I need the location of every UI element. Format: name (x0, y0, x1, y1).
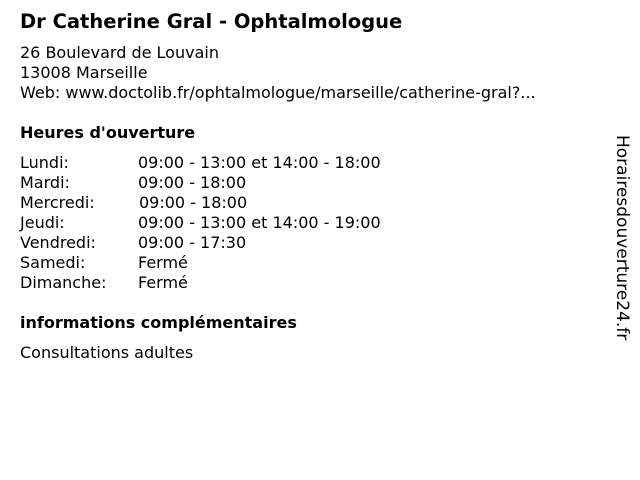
info-text: Consultations adultes (20, 343, 194, 362)
day-hours: 09:00 - 13:00 et 14:00 - 19:00 (138, 213, 381, 232)
site-watermark (612, 135, 632, 345)
day-hours: 09:00 - 18:00 (138, 173, 247, 192)
day-hours: 09:00 - 13:00 et 14:00 - 18:00 (138, 153, 381, 172)
address-block (20, 43, 536, 103)
day-hours: 09:00 - 18:00 (139, 193, 248, 212)
website-line: Web: www.doctolib.fr/ophtalmologue/marseille/catherine-gral?... (20, 83, 536, 102)
day-label: Jeudi: (20, 213, 65, 232)
day-label: Dimanche: (20, 273, 107, 292)
day-label: Vendredi: (20, 233, 96, 252)
day-label: Mercredi: (20, 193, 95, 212)
day-hours: 09:00 - 17:30 (138, 233, 247, 252)
day-label: Lundi: (20, 153, 69, 172)
info-heading: informations complémentaires (20, 313, 297, 332)
address-city: 13008 Marseille (20, 63, 148, 82)
watermark-text: Horairesdouverture24.fr (612, 135, 632, 341)
day-label: Mardi: (20, 173, 70, 192)
day-hours: Fermé (138, 253, 188, 272)
day-hours: Fermé (138, 273, 188, 292)
page-title: Dr Catherine Gral - Ophtalmologue (20, 10, 403, 33)
address-street: 26 Boulevard de Louvain (20, 43, 219, 62)
hours-heading: Heures d'ouverture (20, 123, 196, 142)
day-label: Samedi: (20, 253, 86, 272)
